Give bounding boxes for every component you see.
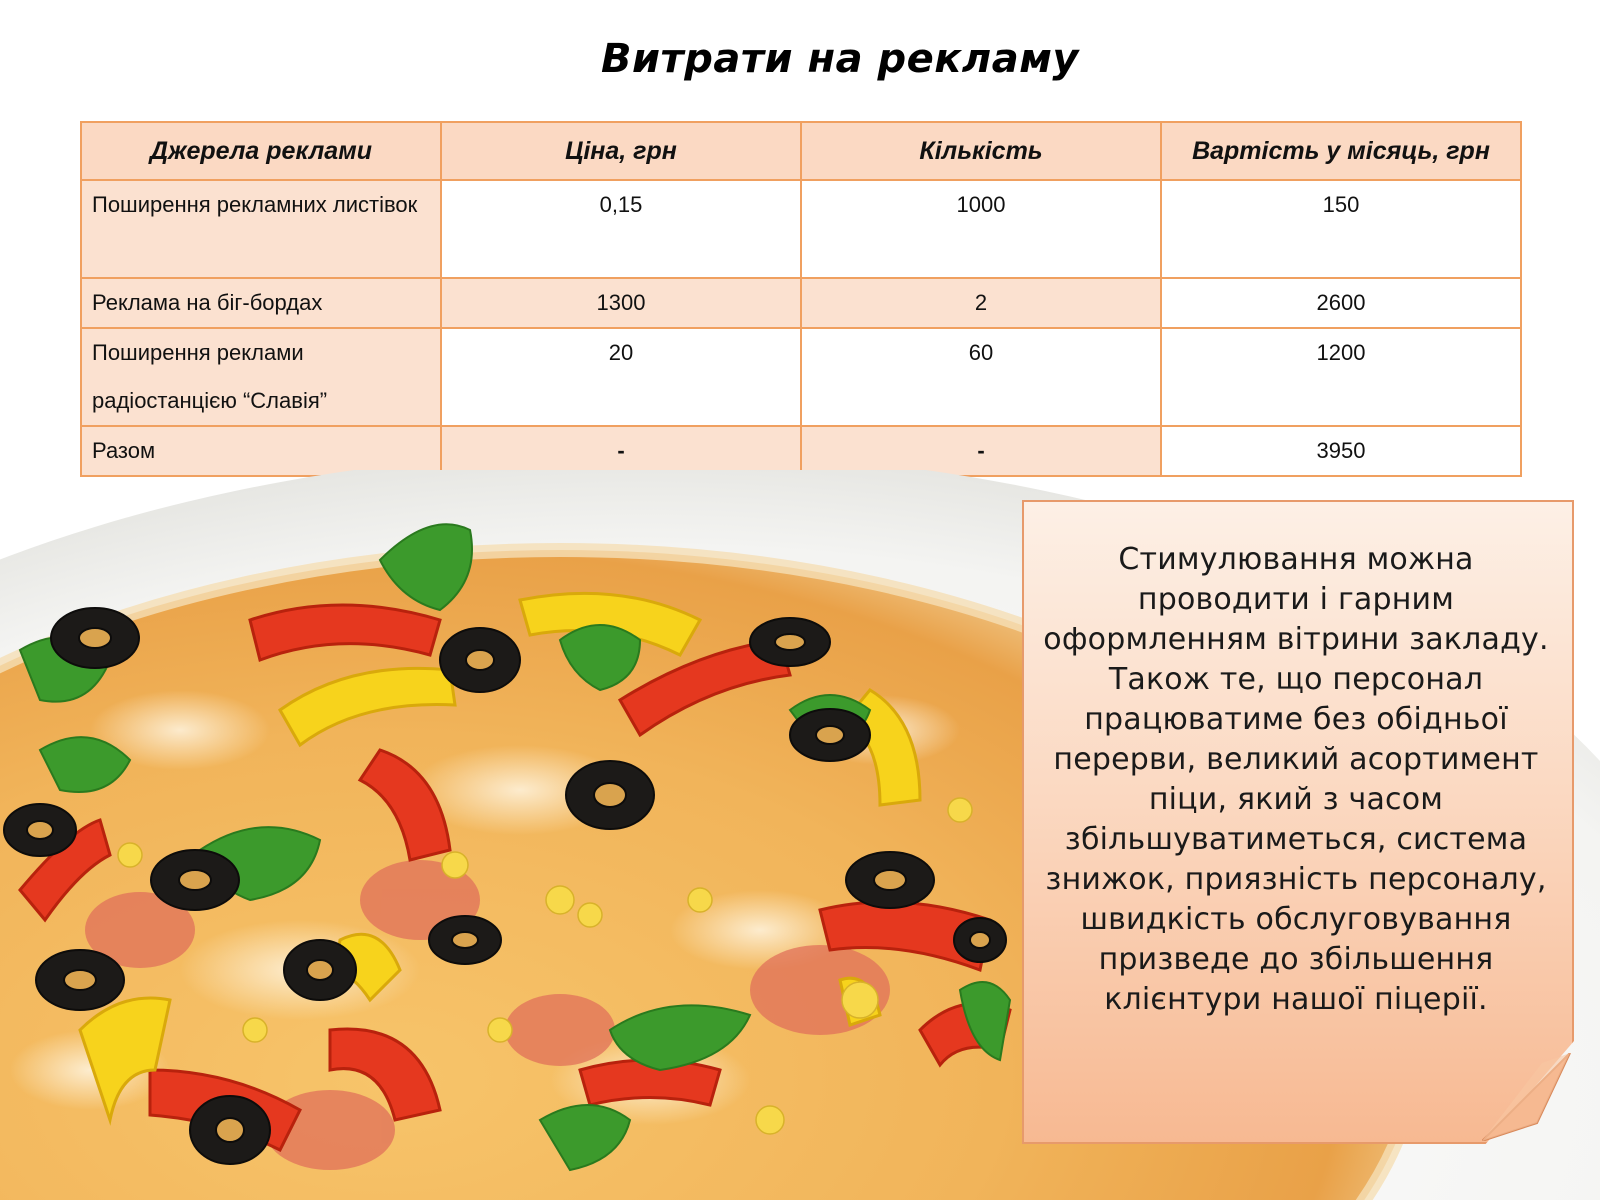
cell-source: Поширення реклами радіостанцією “Славія” xyxy=(81,328,441,426)
header-price: Ціна, грн xyxy=(441,122,801,180)
cell-price: 20 xyxy=(441,328,801,426)
cell-source: Разом xyxy=(81,426,441,476)
header-source: Джерела реклами xyxy=(81,122,441,180)
note-text: Стимулювання можна проводити і гарним оформленням вітрини закладу. Також те, що персонал працюватиме без обідньої перерви, великий асортимент піци, який з часом збільшуватиметься, система знижок, приязність персоналу, швидкість обслуговування призведе до збільшення клієнтури нашої піцерії. xyxy=(1043,542,1549,1017)
cell-monthly-cost: 2600 xyxy=(1161,278,1521,328)
cell-monthly-cost: 3950 xyxy=(1161,426,1521,476)
cell-quantity: - xyxy=(801,426,1161,476)
cell-price: 1300 xyxy=(441,278,801,328)
table-row xyxy=(81,180,1521,278)
cell-price: 0,15 xyxy=(441,180,801,278)
cell-price: - xyxy=(441,426,801,476)
cell-quantity: 1000 xyxy=(801,180,1161,278)
cell-quantity: 60 xyxy=(801,328,1161,426)
table-row xyxy=(81,328,1521,426)
header-monthly-cost: Вартість у місяць, грн xyxy=(1161,122,1521,180)
slide-title: Витрати на рекламу xyxy=(601,36,1079,82)
page-fold-icon xyxy=(1482,1053,1572,1141)
header-quantity: Кількість xyxy=(801,122,1161,180)
cell-monthly-cost: 150 xyxy=(1161,180,1521,278)
cell-monthly-cost: 1200 xyxy=(1161,328,1521,426)
table-row xyxy=(81,278,1521,328)
table-header-row xyxy=(81,122,1521,180)
cell-quantity: 2 xyxy=(801,278,1161,328)
advertising-costs-table xyxy=(80,121,1522,477)
cell-source: Реклама на біг-бордах xyxy=(81,278,441,328)
cell-source: Поширення рекламних листівок xyxy=(81,180,441,278)
table-row-total xyxy=(81,426,1521,476)
